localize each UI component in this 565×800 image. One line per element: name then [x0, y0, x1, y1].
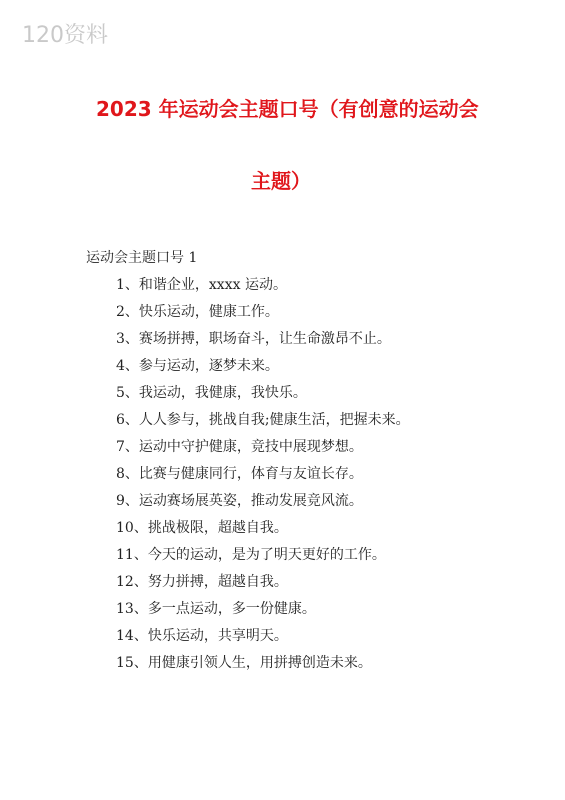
list-item: 13、多一点运动，多一份健康。 [116, 601, 316, 617]
section-heading: 运动会主题口号 1 [86, 250, 198, 266]
list-item: 2、快乐运动，健康工作。 [116, 304, 279, 320]
list-item: 3、赛场拼搏，职场奋斗，让生命激昂不止。 [116, 331, 391, 347]
list-item: 12、努力拼搏，超越自我。 [116, 574, 288, 590]
list-item: 5、我运动，我健康，我快乐。 [116, 385, 307, 401]
list-item: 1、和谐企业，xxxx 运动。 [116, 277, 287, 293]
list-item: 7、运动中守护健康，竞技中展现梦想。 [116, 439, 363, 455]
list-item: 4、参与运动，逐梦未来。 [116, 358, 279, 374]
list-item: 8、比赛与健康同行，体育与友谊长存。 [116, 466, 363, 482]
list-item: 10、挑战极限，超越自我。 [116, 520, 288, 536]
page-title-line-2: 主题） [251, 169, 311, 193]
page-title-line-1: 2023 年运动会主题口号（有创意的运动会 [96, 97, 479, 121]
list-item: 11、今天的运动，是为了明天更好的工作。 [116, 547, 386, 563]
list-item: 14、快乐运动，共享明天。 [116, 628, 288, 644]
list-item: 9、运动赛场展英姿，推动发展竞风流。 [116, 493, 363, 509]
list-item: 15、用健康引领人生，用拼搏创造未来。 [116, 655, 372, 671]
watermark-logo: 120资料 [22, 23, 108, 48]
list-item: 6、人人参与，挑战自我;健康生活，把握未来。 [116, 412, 410, 428]
slogan-list [116, 275, 410, 680]
